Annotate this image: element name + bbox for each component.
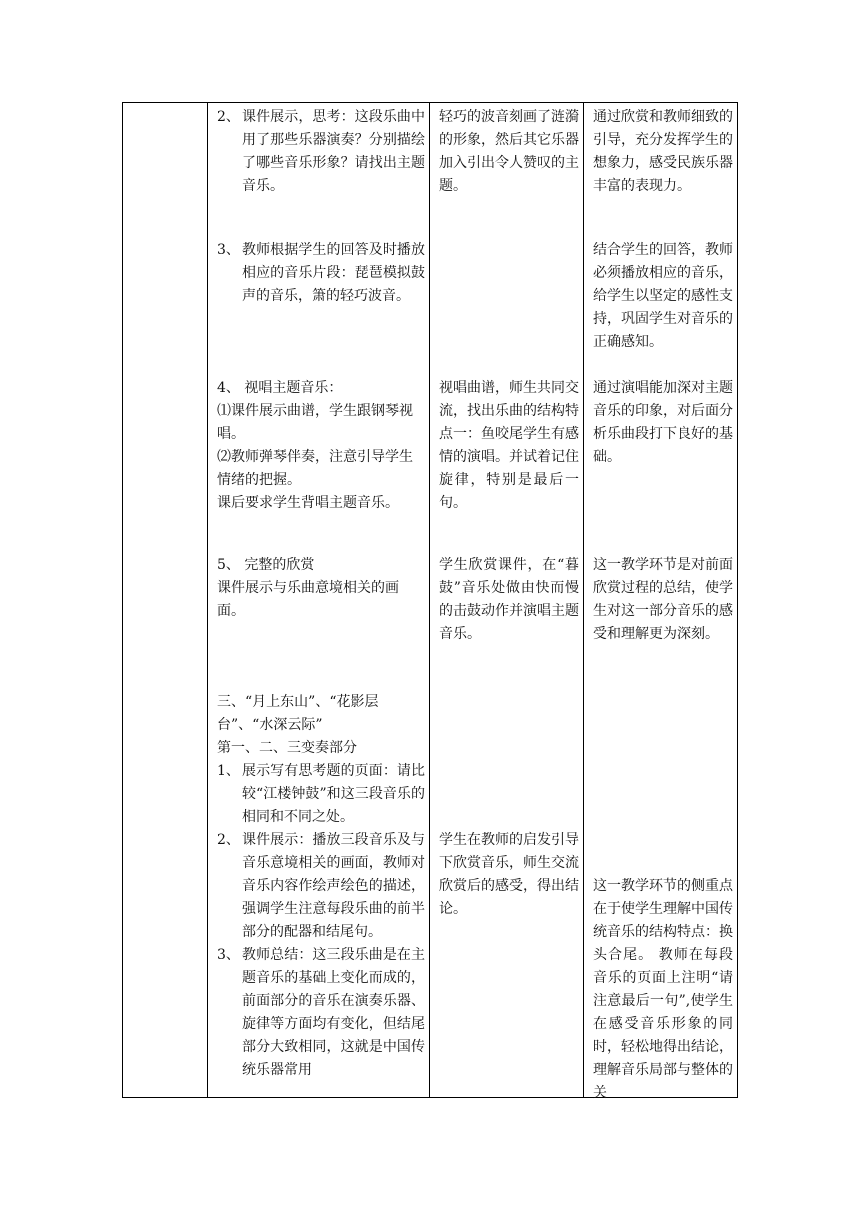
step-line: 课后要求学生背唱主题音乐。 [217, 495, 399, 511]
step-line: ⑴课件展示曲谱，学生跟钢琴视唱。 [217, 403, 413, 442]
section-heading: 三、“月上东山”、“花影层台”、“水深云际” [217, 694, 379, 733]
step-number: 1、 [217, 763, 240, 779]
step-4 [217, 377, 425, 515]
step-2 [217, 106, 425, 198]
column-divider [207, 103, 208, 1097]
student-activity: 学生在教师的启发引导下欣赏音乐，师生交流欣赏后的感受，得出结论。 [439, 832, 579, 917]
step-5 [217, 554, 425, 623]
step-3 [217, 239, 425, 308]
column-divider [429, 103, 430, 1097]
design-intent: 这一教学环节是对前面欣赏过程的总结，使学生对这一部分音乐的感受和理解更为深刻。 [593, 557, 733, 642]
lesson-plan-table [122, 102, 738, 1101]
design-intent: 结合学生的回答，教师必须播放相应的音乐，给学生以坚定的感性支持，巩固学生对音乐的正确感知。 [593, 242, 733, 350]
student-activity: 学生欣赏课件，在“暮鼓”音乐处做由快而慢的击鼓动作并演唱主题音乐。 [439, 557, 579, 642]
step-text: 课件展示，思考：这段乐曲中用了那些乐器演奏？分别描绘了哪些音乐形象？请找出主题音乐。 [242, 109, 425, 194]
column-divider [583, 103, 584, 1097]
step-line: 课件展示与乐曲意境相关的画面。 [217, 580, 399, 619]
step-line: 4、 视唱主题音乐： [217, 380, 343, 396]
step-number: 3、 [217, 947, 240, 963]
step-text: 教师根据学生的回答及时播放相应的音乐片段：琵琶模拟鼓声的音乐，箫的轻巧波音。 [242, 242, 425, 304]
student-activity: 轻巧的波音刻画了涟漪的形象，然后其它乐器加入引出令人赞叹的主题。 [439, 109, 579, 194]
step-line: ⑵教师弹琴伴奏，注意引导学生情绪的把握。 [217, 449, 413, 488]
step-number: 2、 [217, 109, 240, 125]
design-intent: 通过欣赏和教师细致的引导，充分发挥学生的想象力，感受民族乐器丰富的表现力。 [593, 109, 733, 194]
step-line: 5、 完整的欣赏 [217, 557, 315, 573]
section-three [217, 691, 425, 1082]
step-number: 3、 [217, 242, 240, 258]
section-subheading: 第一、二、三变奏部分 [217, 740, 357, 756]
step-text: 课件展示：播放三段音乐及与音乐意境相关的画面，教师对音乐内容作绘声绘色的描述，强调学生注意每段乐曲的前半部分的配器和结尾句。 [242, 832, 425, 940]
design-intent: 通过演唱能加深对主题音乐的印象，对后面分析乐曲段打下良好的基础。 [593, 380, 733, 465]
design-intent: 这一教学环节的侧重点在于使学生理解中国传统音乐的结构特点：换头合尾。 教师在每段音乐的页面上注明“请注意最后一句”,使学生在感受音乐形象的同时，轻松地得出结论，理解音乐局部与整体的关 [593, 878, 733, 1101]
step-text: 展示写有思考题的页面：请比较“江楼钟鼓”和这三段音乐的相同和不同之处。 [242, 763, 425, 825]
step-text: 教师总结：这三段乐曲是在主题音乐的基础上变化而成的，前面部分的音乐在演奏乐器、旋律等方面均有变化，但结尾部分大致相同，这就是中国传统乐器常用 [242, 947, 425, 1078]
student-activity: 视唱曲谱，师生共同交流，找出乐曲的结构特点一：鱼咬尾学生有感情的演唱。并试着记住旋律，特别是最后一句。 [439, 380, 579, 511]
step-number: 2、 [217, 832, 240, 848]
